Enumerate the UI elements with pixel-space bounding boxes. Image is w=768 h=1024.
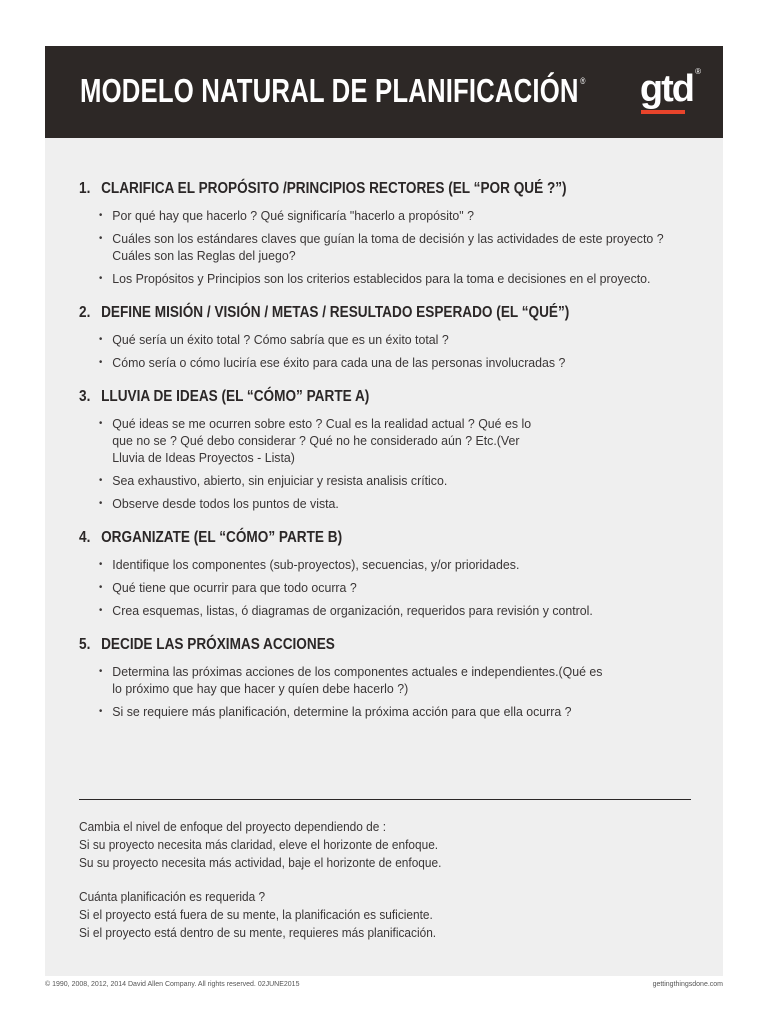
gtd-logo-text: gtd [639, 68, 693, 110]
bullet-icon: • [99, 582, 103, 593]
list-item [99, 230, 669, 264]
section-number: 3. [79, 388, 91, 405]
section-heading [79, 528, 606, 548]
bullet-list [79, 331, 699, 371]
list-item [99, 207, 669, 224]
section-heading-text: DECIDE LAS PRÓXIMAS ACCIONES [101, 636, 335, 653]
section-3 [79, 387, 699, 512]
registered-mark: ® [580, 76, 586, 86]
list-item [99, 331, 669, 348]
list-item-text: Cuáles son los estándares claves que guían la toma de decisión y las actividades de este proyecto ? Cuáles son las Reglas del juego? [112, 231, 664, 263]
list-item [99, 663, 669, 697]
list-item-text: Crea esquemas, listas, ó diagramas de organización, requeridos para revisión y control. [112, 603, 593, 618]
list-item [99, 415, 669, 466]
note-paragraph: Cuánta planificación es requerida ? Si el proyecto está fuera de su mente, la planificación es suficiente. Si el proyecto está dentro de su mente, requieres más planificación. [79, 890, 437, 940]
section-1 [79, 179, 699, 287]
bullet-icon: • [99, 666, 103, 677]
list-item-text: Qué tiene que ocurrir para que todo ocurra ? [112, 580, 357, 595]
list-item-text: Por qué hay que hacerlo ? Qué significaría "hacerlo a propósito" ? [112, 208, 474, 223]
list-item [99, 556, 669, 573]
bullet-list [79, 415, 699, 512]
list-item-text: Qué ideas se me ocurren sobre esto ? Cual es la realidad actual ? Qué es lo que no se ? Qué debo considerar ? Qué no he considerado aún ? Etc.(Ver Lluvia de Ideas Proyectos - Lista) [112, 416, 532, 465]
sections-list [79, 179, 699, 736]
notes-block [79, 818, 668, 958]
bullet-icon: • [99, 706, 103, 717]
list-item [99, 354, 669, 371]
section-heading [79, 303, 606, 323]
bullet-list [79, 556, 699, 619]
list-item [99, 579, 669, 596]
list-item-text: Qué sería un éxito total ? Cómo sabría que es un éxito total ? [112, 332, 449, 347]
list-item-text: Los Propósitos y Principios son los criterios establecidos para la toma e decisiones en el proyecto. [112, 271, 651, 286]
divider [79, 799, 691, 800]
page-title-text: MODELO NATURAL DE PLANIFICACIÓN [80, 72, 579, 109]
logo-registered-mark: ® [695, 67, 701, 76]
page-title [80, 72, 586, 110]
section-4 [79, 528, 699, 619]
bullet-icon: • [99, 233, 103, 244]
website-link[interactable]: gettingthingsdone.com [652, 981, 723, 988]
list-item-text: Observe desde todos los puntos de vista. [112, 496, 339, 511]
section-heading-text: DEFINE MISIÓN / VISIÓN / METAS / RESULTADO ESPERADO (EL “QUÉ”) [101, 304, 570, 321]
bullet-icon: • [99, 418, 103, 429]
bullet-icon: • [99, 334, 103, 345]
bullet-icon: • [99, 498, 103, 509]
list-item-text: Identifique los componentes (sub-proyectos), secuencias, y/or prioridades. [112, 557, 520, 572]
header-banner [45, 46, 723, 138]
list-item [99, 703, 669, 720]
section-heading-text: ORGANIZATE (EL “CÓMO” PARTE B) [101, 529, 343, 546]
bullet-icon: • [99, 210, 103, 221]
document-sheet [45, 46, 723, 976]
section-number: 5. [79, 636, 91, 653]
bullet-icon: • [99, 605, 103, 616]
list-item [99, 495, 669, 512]
bullet-icon: • [99, 273, 103, 284]
note-paragraph: Cambia el nivel de enfoque del proyecto dependiendo de : Si su proyecto necesita más claridad, eleve el horizonte de enfoque. Su su proyecto necesita más actividad, baje el horizonte de enfoque. [79, 820, 442, 870]
section-number: 1. [79, 180, 91, 197]
list-item-text: Sea exhaustivo, abierto, sin enjuiciar y resista analisis crítico. [112, 473, 448, 488]
section-heading-text: CLARIFICA EL PROPÓSITO /PRINCIPIOS RECTORES (EL “POR QUÉ ?”) [101, 180, 567, 197]
section-heading [79, 179, 606, 199]
section-heading [79, 635, 606, 655]
section-number: 2. [79, 304, 91, 321]
bullet-icon: • [99, 559, 103, 570]
list-item [99, 270, 669, 287]
list-item [99, 602, 669, 619]
section-number: 4. [79, 529, 91, 546]
section-heading [79, 387, 606, 407]
list-item-text: Cómo sería o cómo luciría ese éxito para cada una de las personas involucradas ? [112, 355, 566, 370]
bullet-list [79, 207, 699, 287]
section-2 [79, 303, 699, 371]
gtd-logo-underline [641, 110, 685, 114]
list-item [99, 472, 669, 489]
bullet-icon: • [99, 475, 103, 486]
list-item-text: Determina las próximas acciones de los componentes actuales e independientes.(Qué es lo próximo que hay que hacer y quíen debe hacerlo ?) [112, 664, 603, 696]
bullet-list [79, 663, 699, 720]
bullet-icon: • [99, 357, 103, 368]
gtd-logo [639, 67, 701, 116]
section-5 [79, 635, 699, 720]
section-heading-text: LLUVIA DE IDEAS (EL “CÓMO” PARTE A) [101, 388, 370, 405]
list-item-text: Si se requiere más planificación, determine la próxima acción para que ella ocurra ? [112, 704, 572, 719]
copyright: © 1990, 2008, 2012, 2014 David Allen Company. All rights reserved. 02JUNE2015 [45, 981, 300, 988]
